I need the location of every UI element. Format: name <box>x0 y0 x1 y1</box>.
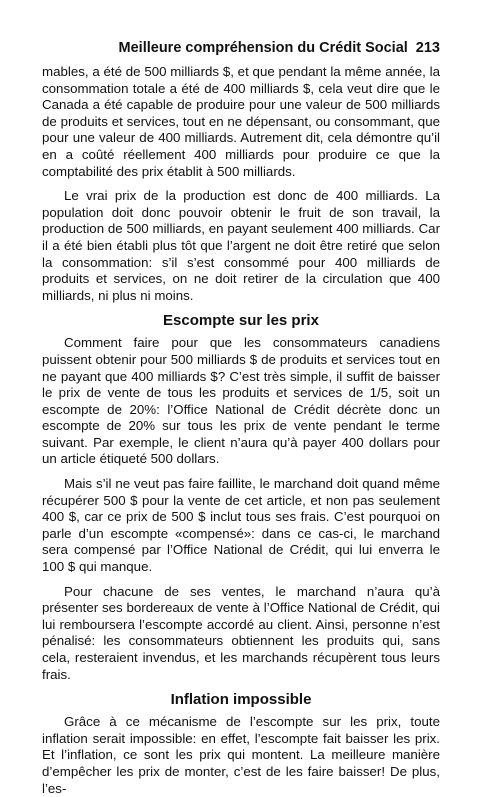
paragraph-compensated: Mais s’il ne veut pas faire faillite, le marchand doit quand même récupérer 500 $ pour la vente de cet article, et non pas seulement 400 $, car ce prix de 500 $ inclut tous ses frais. C’est pourquoi on parle d’un escompte «compensé»: dans ce cas-ci, le marchand sera compensé par l’Office National de Crédit, qui lui enverra le 100 $ qui manque. <box>42 476 440 575</box>
section-heading-inflation: Inflation impossible <box>170 691 312 709</box>
paragraph-real-price: Le vrai prix de la production est donc de 400 milliards. La population doit donc pouvoir obtenir le fruit de son travail, la production de 500 milliards, en payant seulement 400 milliards. Car il a été bien établi plus tôt que l’argent ne doit être retiré que selon la consommation: s’il s’est consommé pour 400 milliards de produits et services, on ne doit retirer de la circulation que 400 milliards, ni plus ni moins. <box>42 188 440 303</box>
paragraph-sales-slips: Pour chacune de ses ventes, le marchand n’aura qu’à présenter ses bordereaux de vente à l’Office National de Crédit, qui lui remboursera l’escompte accordé au client. Ainsi, personne n’est pénalisé: les consommateurs obtiennent les produits qui, sans cela, resteraient invendus, et les marchands récupèrent tous leurs frais. <box>42 583 440 682</box>
running-header <box>42 40 440 56</box>
section-heading-escompte: Escompte sur les prix <box>163 312 319 330</box>
page-number: 213 <box>415 40 440 56</box>
paragraph-continued: mables, a été de 500 milliards $, et que pendant la même année, la consommation totale a été de 400 milliards $, cela veut dire que le Canada a été capable de produire pour une valeur de 500 milliards de produits et services, tout en ne dépensant, ou consommant, que pour une valeur de 400 milliards. Autrement dit, cela démontre qu’il en a coûté réellement 400 milliards pour produire ce que la comptabilité des prix établit à 500 milliards. <box>42 64 440 179</box>
running-title: Meilleure compréhension du Crédit Social <box>118 40 408 56</box>
paragraph-inflation: Grâce à ce mécanisme de l’escompte sur les prix, toute inflation serait impossible: en effet, l’escompte fait baisser les prix. Et l’inflation, ce sont les prix qui montent. La meilleure manière d’empêcher les prix de monter, c’est de les faire baisser! De plus, l’es- <box>42 714 440 796</box>
paragraph-discount-how: Comment faire pour que les consommateurs canadiens puissent obtenir pour 500 milliards $ de produits et services tout en ne payant que 400 milliards $? C’est très simple, il suffit de baisser le prix de vente de tous les produits et services de 1/5, soit un escompte de 20%: l’Office National de Crédit décrète donc un escompte de 20% sur tous les prix de vente pendant le terme suivant. Par exemple, le client n’aura qu’à payer 400 dollars pour un article étiqueté 500 dollars. <box>42 335 440 467</box>
